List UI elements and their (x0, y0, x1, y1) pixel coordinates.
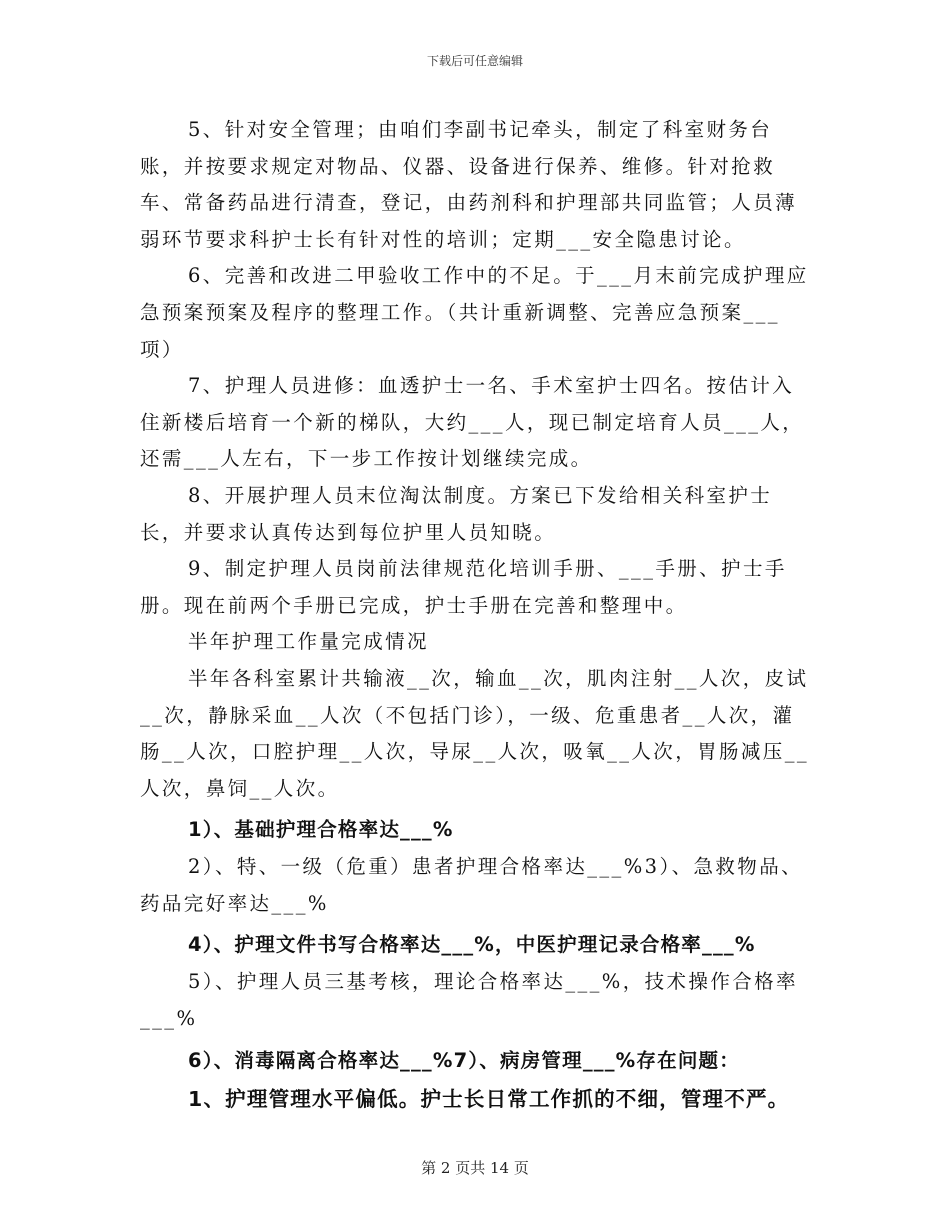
rate-item-5: 5）、护理人员三基考核，理论合格率达___%，技术操作合格率___% (140, 970, 798, 1031)
rate-item-4: 4）、护理文件书写合格率达___%，中医护理记录合格率___% (188, 933, 756, 957)
paragraph-item-6: 6、完善和改进二甲验收工作中的不足。于___月末前完成护理应急预案预案及程序的整理工作。（共计重新调整、完善应急预案___项） (140, 264, 809, 361)
rate-item-2-3: 2）、特、一级（危重）患者护理合格率达___%3）、急救物品、药品完好率达___% (140, 855, 803, 915)
problem-item-1: 1、护理管理水平偏低。护士长日常工作抓的不细，管理不严。 (188, 1086, 790, 1111)
document-body (140, 112, 810, 1118)
paragraph-item-7: 7、护理人员进修：血透护士一名、手术室护士四名。按估计入住新楼后培育一个新的梯队，大约___人，现已制定培育人员___人，还需___人左右，下一步工作按计划继续完成。 (140, 374, 805, 471)
page-footer: 第 2 页共 14 页 (421, 1159, 529, 1177)
paragraph-item-8: 8、开展护理人员末位淘汰制度。方案已下发给相关科室护士长，并要求认真传达到每位护里人员知晓。 (140, 483, 773, 544)
rate-item-1: 1）、基础护理合格率达___% (188, 818, 454, 842)
paragraph-item-5: 5、针对安全管理；由咱们李副书记牵头，制定了科室财务台账，并按要求规定对物品、仪器、设备进行保养、维修。针对抢救车、常备药品进行清查，登记，由药剂科和护理部共同监管；人员薄弱环节要求科护士长有针对性的培训；定期___安全隐患讨论。 (140, 118, 798, 251)
paragraph-item-9: 9、制定护理人员岗前法律规范化培训手册、___手册、护士手册。现在前两个手册已完成，护士手册在完善和整理中。 (140, 557, 787, 617)
section-heading-workload: 半年护理工作量完成情况 (188, 630, 429, 654)
page-header: 下载后可任意编辑 (426, 54, 523, 68)
rate-item-6-7: 6）、消毒隔离合格率达___%7）、病房管理___%存在问题： (188, 1048, 740, 1072)
workload-paragraph: 半年各科室累计共输液__次，输血__次，肌肉注射__人次，皮试__次，静脉采血__人次（不包括门诊），一级、危重患者__人次，灌肠__人次，口腔护理__人次，导尿__人次，吸氧__人次，胃肠减压__人次，鼻饲__人次。 (140, 666, 810, 800)
